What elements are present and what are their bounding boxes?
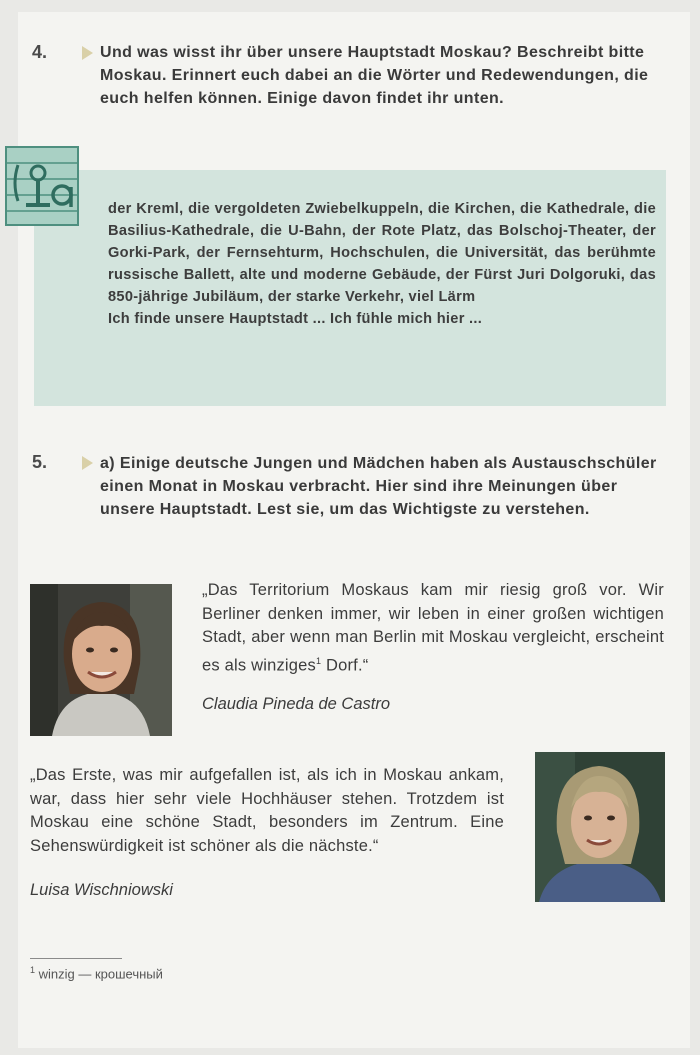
author-luisa: Luisa Wischniowski	[30, 881, 173, 899]
quote-claudia	[202, 579, 664, 678]
exercise-5-instruction: a) Einige deutsche Jungen und Mädchen haben als Austauschschüler einen Monat in Moskau verbracht. Hier sind ihre Meinungen über unsere Hauptstadt. Lest sie, um das Wichtigste zu verstehen.	[100, 455, 657, 518]
footnote-text: winzig — крошечный	[35, 966, 163, 982]
footnote-rule	[30, 958, 122, 959]
exercise-4-number: 4.	[32, 42, 48, 62]
exercise-5-number: 5.	[32, 452, 48, 472]
vocabulary-book-icon	[4, 143, 82, 227]
footnote-reference: 1	[315, 655, 322, 666]
vocabulary-phrases: Ich finde unsere Hauptstadt ... Ich fühle mich hier ...	[108, 311, 483, 327]
portrait-photo-claudia	[30, 584, 172, 736]
author-claudia: Claudia Pineda de Castro	[202, 695, 391, 713]
portrait-photo-luisa	[535, 752, 665, 902]
quote-luisa: „Das Erste, was mir aufgefallen ist, als ich in Moskau ankam, war, dass hier sehr viele Hochhäuser stehen. Trotzdem ist Moskau eine schöne Stadt, besonders im Zentrum. Eine Sehenswürdigkeit ist schöner als die nächste.“	[30, 766, 504, 855]
footnote-mark: 1	[30, 965, 36, 975]
arrow-marker-icon	[82, 46, 93, 60]
footnote	[30, 965, 163, 981]
quote-claudia-end: Dorf.“	[321, 656, 369, 674]
vocabulary-list	[108, 198, 656, 330]
quote-claudia-text: „Das Territorium Moskaus kam mir riesig groß vor. Wir Berliner denken immer, wir leben in einer großen wichtigen Stadt, aber wenn man Berlin mit Moskau vergleicht, erscheint es als winziges	[202, 581, 664, 674]
exercise-4-instruction: Und was wisst ihr über unsere Hauptstadt Moskau? Beschreibt bitte Moskau. Erinnert euch dabei an die Wörter und Redewendungen, die euch helfen können. Einige davon findet ihr unten.	[100, 44, 649, 107]
vocabulary-words: der Kreml, die vergoldeten Zwiebelkuppeln, die Kirchen, die Kathedrale, die Basilius-Kathedrale, die U-Bahn, der Rote Platz, das Bolschoj-Theater, der Gorki-Park, der Fernsehturm, Hochschulen, die Universität, das berühmte russische Ballett, alte und moderne Gebäude, der Fürst Juri Dolgoruki, das 850-jährige Jubiläum, der starke Verkehr, viel Lärm	[108, 201, 656, 305]
arrow-marker-icon	[82, 456, 93, 470]
